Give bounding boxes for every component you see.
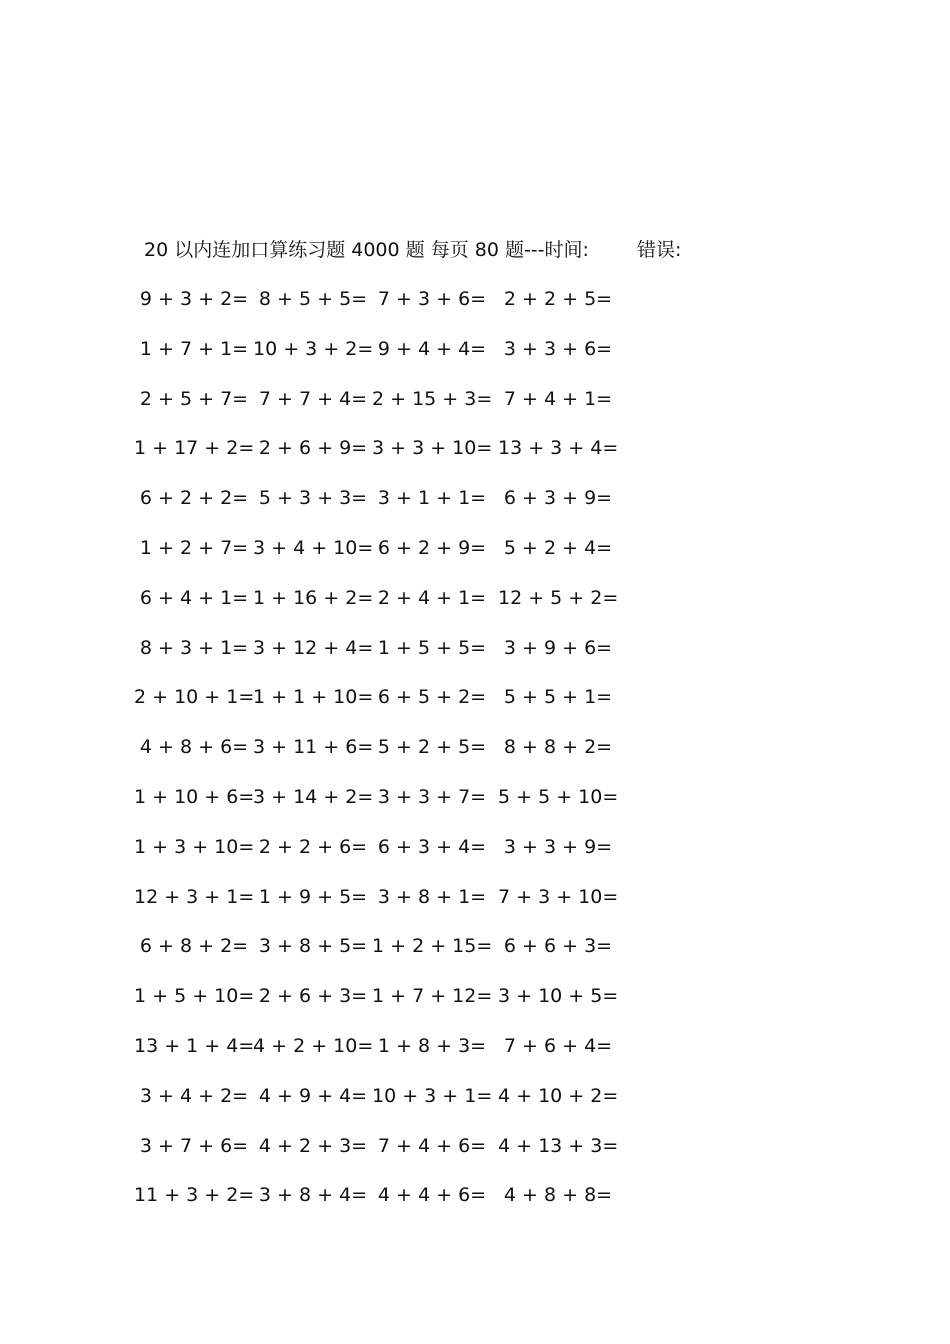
problem-item: 3 + 8 + 4= — [258, 1184, 368, 1207]
problem-item: 3 + 1 + 1= — [377, 487, 487, 510]
problem-row — [0, 1131, 950, 1181]
problem-item: 13 + 3 + 4= — [498, 437, 619, 460]
problem-item: 6 + 2 + 9= — [377, 536, 487, 559]
problem-item: 3 + 3 + 10= — [372, 437, 493, 460]
problem-item: 6 + 2 + 2= — [139, 487, 249, 510]
problem-row — [0, 782, 950, 832]
problem-item: 2 + 2 + 6= — [258, 835, 368, 858]
problem-item: 1 + 2 + 7= — [139, 536, 249, 559]
problem-item: 11 + 3 + 2= — [134, 1184, 255, 1207]
problem-item: 1 + 8 + 3= — [377, 1034, 487, 1057]
problem-item: 6 + 3 + 9= — [503, 487, 613, 510]
problem-item: 1 + 10 + 6= — [134, 785, 255, 808]
errors-label: 错误: — [636, 239, 682, 261]
problem-row — [0, 732, 950, 782]
problem-item: 4 + 8 + 6= — [139, 736, 249, 759]
problem-row — [0, 284, 950, 334]
problem-item: 1 + 7 + 1= — [139, 337, 249, 360]
problem-row — [0, 1081, 950, 1131]
problem-row — [0, 832, 950, 882]
worksheet-header — [144, 235, 681, 265]
problem-row — [0, 384, 950, 434]
problem-grid — [0, 284, 950, 1230]
problem-item: 7 + 7 + 4= — [258, 387, 368, 410]
problem-item: 4 + 2 + 10= — [253, 1034, 374, 1057]
problem-item: 3 + 8 + 5= — [258, 935, 368, 958]
problem-item: 3 + 9 + 6= — [503, 636, 613, 659]
problem-row — [0, 981, 950, 1031]
problem-item: 1 + 17 + 2= — [134, 437, 255, 460]
problem-row — [0, 1180, 950, 1230]
problem-item: 4 + 8 + 8= — [503, 1184, 613, 1207]
problem-item: 1 + 1 + 10= — [253, 686, 374, 709]
problem-item: 6 + 8 + 2= — [139, 935, 249, 958]
problem-item: 5 + 2 + 4= — [503, 536, 613, 559]
problem-item: 8 + 3 + 1= — [139, 636, 249, 659]
problem-item: 6 + 5 + 2= — [377, 686, 487, 709]
problem-row — [0, 882, 950, 932]
problem-item: 7 + 3 + 6= — [377, 288, 487, 310]
problem-item: 3 + 8 + 1= — [377, 885, 487, 908]
problem-item: 7 + 4 + 1= — [503, 387, 613, 410]
problem-item: 3 + 3 + 9= — [503, 835, 613, 858]
problem-item: 2 + 6 + 9= — [258, 437, 368, 460]
problem-row — [0, 533, 950, 583]
problem-item: 12 + 5 + 2= — [498, 586, 619, 609]
problem-item: 1 + 7 + 12= — [372, 985, 493, 1008]
worksheet-title: 20 以内连加口算练习题 4000 题 每页 80 题---时间: — [144, 239, 589, 261]
problem-item: 7 + 6 + 4= — [503, 1034, 613, 1057]
problem-item: 6 + 3 + 4= — [377, 835, 487, 858]
problem-row — [0, 433, 950, 483]
problem-item: 2 + 2 + 5= — [503, 288, 613, 310]
problem-item: 3 + 10 + 5= — [498, 985, 619, 1008]
problem-item: 3 + 3 + 6= — [503, 337, 613, 360]
problem-item: 3 + 14 + 2= — [253, 785, 374, 808]
problem-item: 3 + 4 + 2= — [139, 1084, 249, 1107]
problem-item: 4 + 4 + 6= — [377, 1184, 487, 1207]
problem-item: 5 + 5 + 1= — [503, 686, 613, 709]
problem-row — [0, 931, 950, 981]
problem-item: 3 + 4 + 10= — [253, 536, 374, 559]
problem-item: 4 + 13 + 3= — [498, 1134, 619, 1157]
problem-item: 3 + 3 + 7= — [377, 785, 487, 808]
problem-item: 1 + 5 + 5= — [377, 636, 487, 659]
problem-item: 3 + 12 + 4= — [253, 636, 374, 659]
problem-row — [0, 682, 950, 732]
problem-item: 4 + 10 + 2= — [498, 1084, 619, 1107]
problem-item: 5 + 3 + 3= — [258, 487, 368, 510]
problem-item: 9 + 4 + 4= — [377, 337, 487, 360]
problem-row — [0, 633, 950, 683]
problem-item: 8 + 5 + 5= — [258, 288, 368, 310]
problem-item: 1 + 3 + 10= — [134, 835, 255, 858]
problem-item: 9 + 3 + 2= — [139, 288, 249, 310]
problem-item: 1 + 16 + 2= — [253, 586, 374, 609]
problem-item: 2 + 10 + 1= — [134, 686, 255, 709]
problem-item: 2 + 5 + 7= — [139, 387, 249, 410]
problem-item: 2 + 6 + 3= — [258, 985, 368, 1008]
problem-item: 1 + 2 + 15= — [372, 935, 493, 958]
problem-item: 6 + 4 + 1= — [139, 586, 249, 609]
problem-item: 7 + 4 + 6= — [377, 1134, 487, 1157]
problem-item: 5 + 5 + 10= — [498, 785, 619, 808]
problem-item: 1 + 9 + 5= — [258, 885, 368, 908]
problem-item: 3 + 11 + 6= — [253, 736, 374, 759]
problem-item: 5 + 2 + 5= — [377, 736, 487, 759]
problem-row — [0, 1031, 950, 1081]
problem-item: 7 + 3 + 10= — [498, 885, 619, 908]
problem-item: 12 + 3 + 1= — [134, 885, 255, 908]
problem-row — [0, 583, 950, 633]
problem-item: 13 + 1 + 4= — [134, 1034, 255, 1057]
problem-item: 2 + 4 + 1= — [377, 586, 487, 609]
problem-row — [0, 334, 950, 384]
problem-item: 4 + 2 + 3= — [258, 1134, 368, 1157]
problem-item: 10 + 3 + 1= — [372, 1084, 493, 1107]
problem-item: 3 + 7 + 6= — [139, 1134, 249, 1157]
problem-item: 6 + 6 + 3= — [503, 935, 613, 958]
problem-item: 10 + 3 + 2= — [253, 337, 374, 360]
problem-item: 4 + 9 + 4= — [258, 1084, 368, 1107]
problem-item: 8 + 8 + 2= — [503, 736, 613, 759]
problem-row — [0, 483, 950, 533]
problem-item: 1 + 5 + 10= — [134, 985, 255, 1008]
problem-item: 2 + 15 + 3= — [372, 387, 493, 410]
